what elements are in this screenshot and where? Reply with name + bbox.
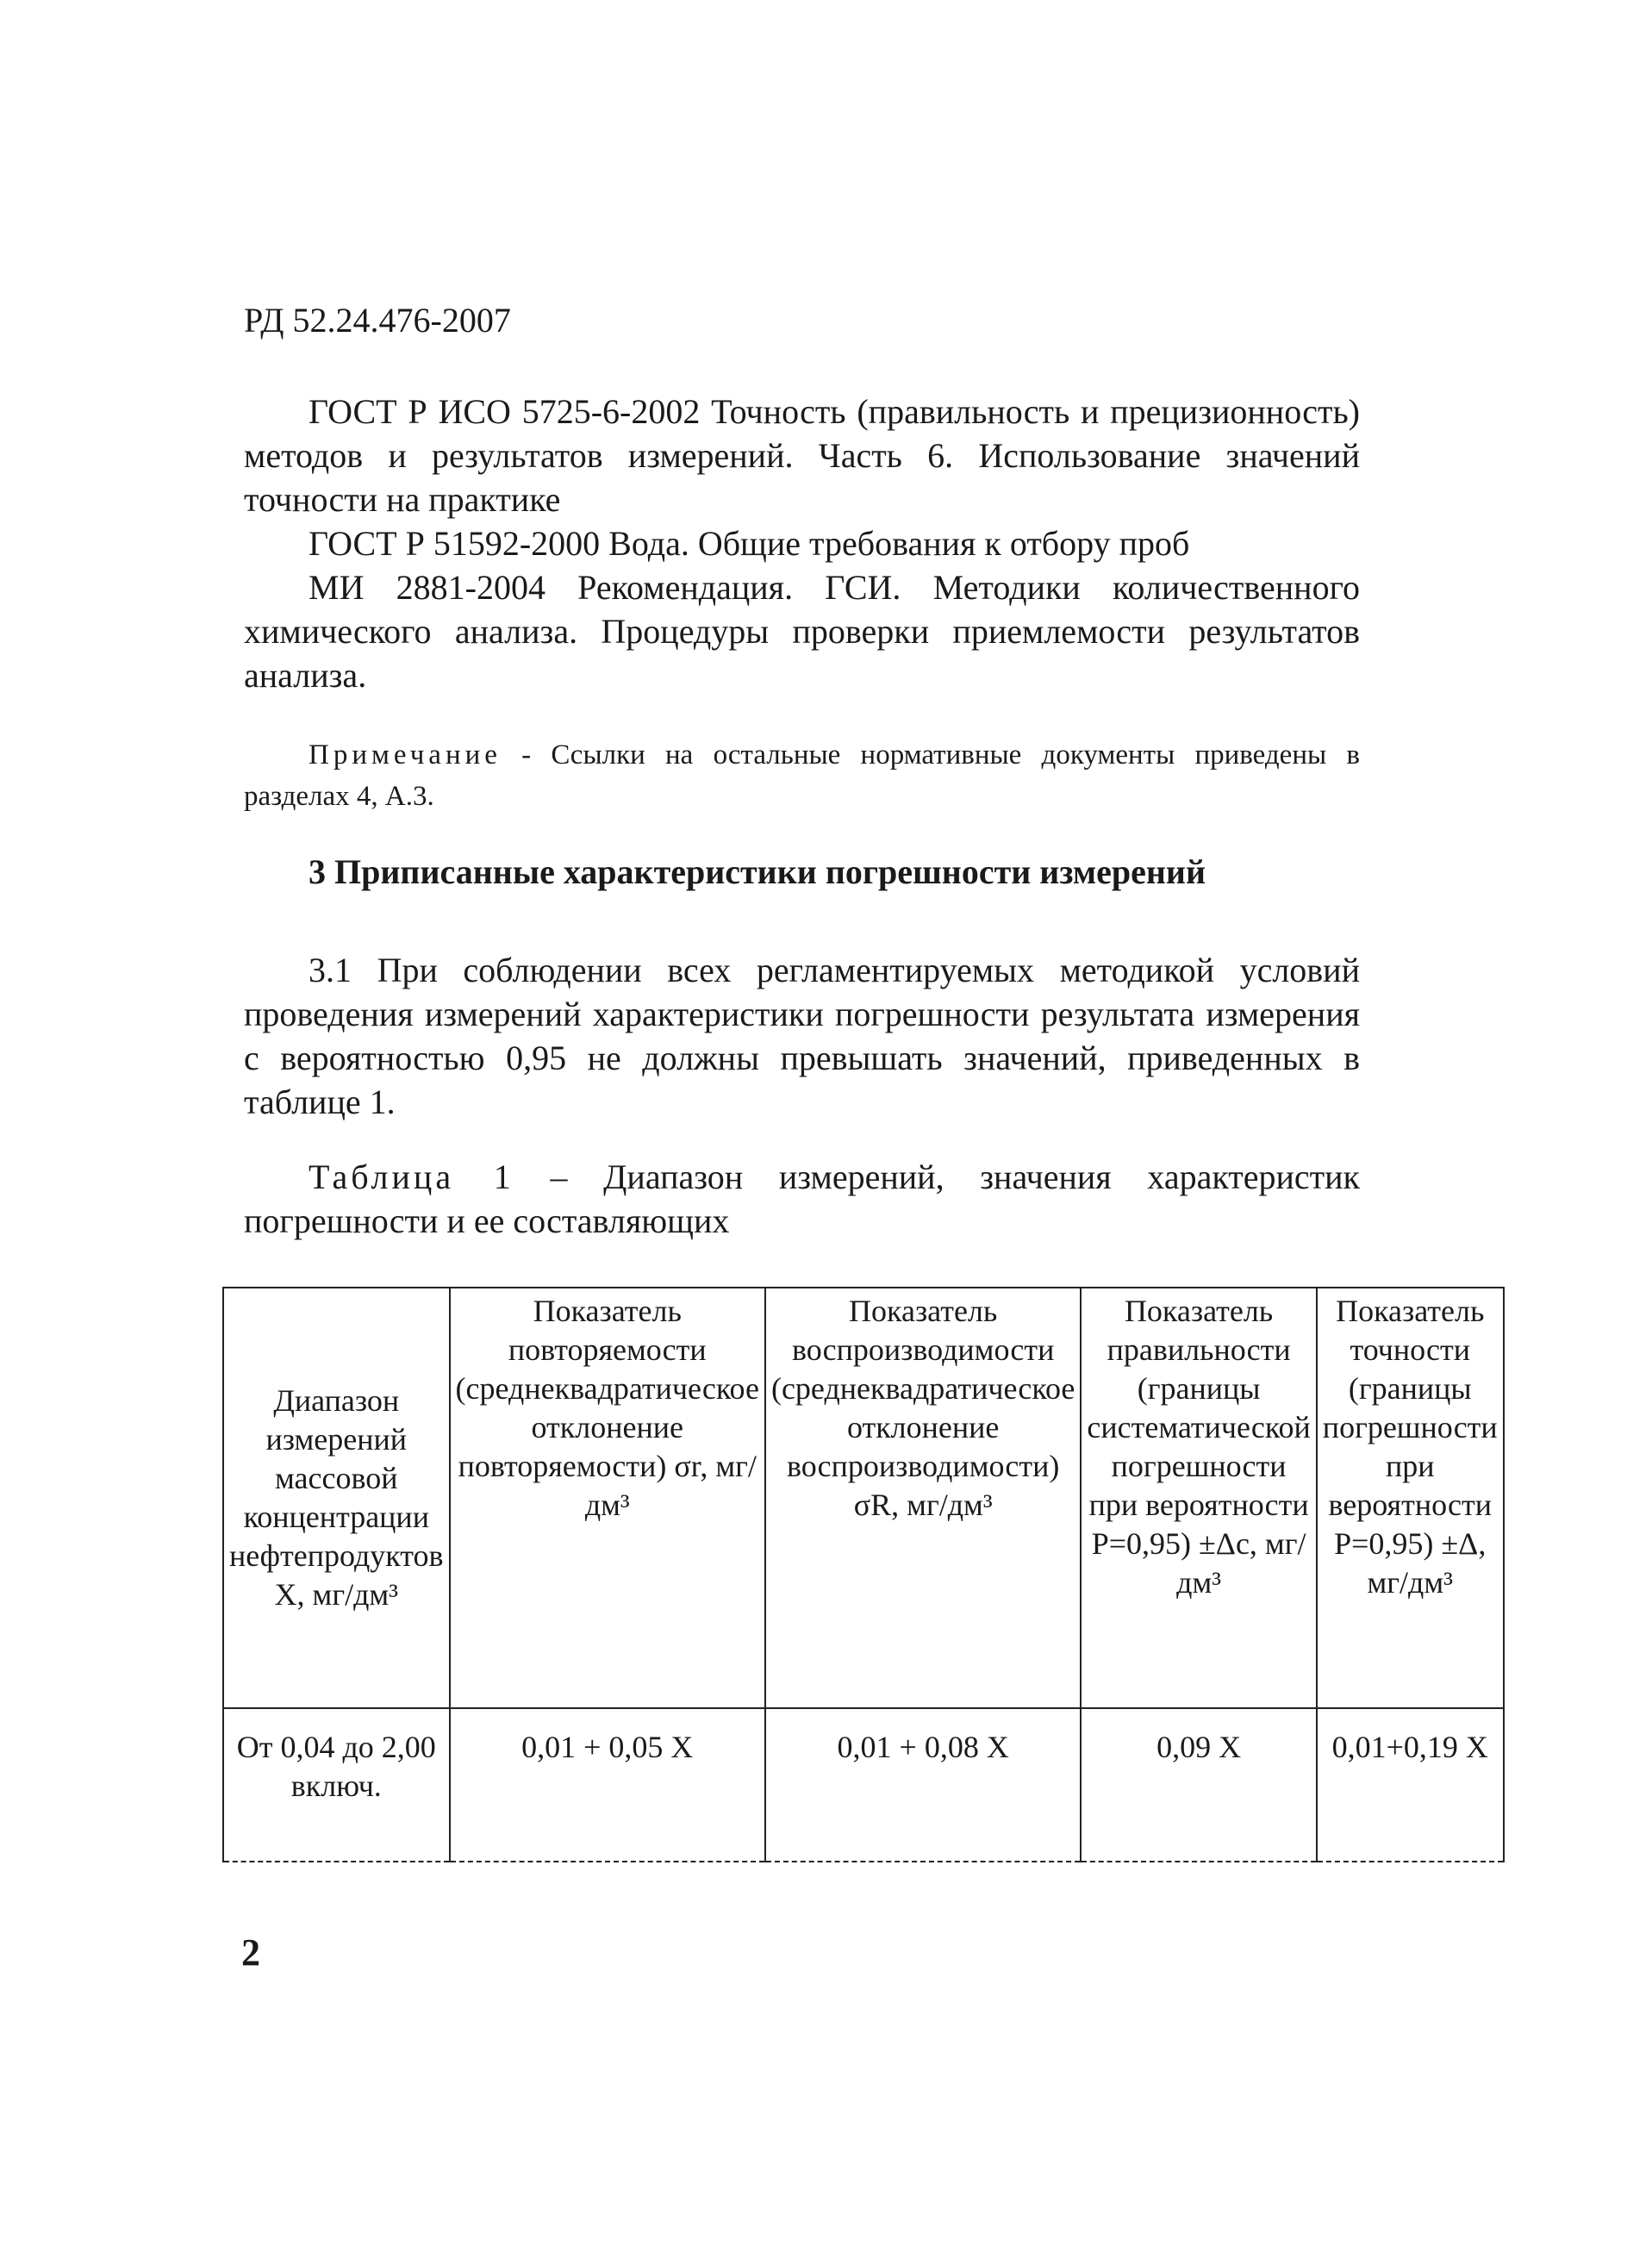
data-table (222, 1287, 1505, 1862)
table-caption (244, 1155, 1360, 1243)
reference-mi-2881: МИ 2881-2004 Рекомендация. ГСИ. Методики количественного химического анализа. Процедуры проверки приемлемости результатов анализа. (244, 568, 1360, 695)
section-paragraph: 3.1 При соблюдении всех регламентируемых методикой условий проведения измерений характеристики погрешности результата измерения с вероятностью 0,95 не должны превышать значений, приведенных в таблице 1. (244, 951, 1360, 1121)
header-cell-repeatability: Показатель повторяемости (среднеквадратическое отклонение повторяемости) σr, мг/дм³ (450, 1288, 765, 1708)
cell-repeatability: 0,01 + 0,05 X (450, 1708, 765, 1862)
header-cell-accuracy: Показатель точности (границы погрешности при вероятности P=0,95) ±Δ, мг/дм³ (1317, 1288, 1504, 1708)
reference-gost-51592: ГОСТ Р 51592-2000 Вода. Общие требования к отбору проб (309, 524, 1190, 563)
header-cell-trueness: Показатель правильности (границы систематической погрешности при вероятности P=0,95) ±Δc, мг/дм³ (1081, 1288, 1316, 1708)
page-number: 2 (241, 1931, 260, 1974)
reference-gost-5725: ГОСТ Р ИСО 5725-6-2002 Точность (правильность и прецизионность) методов и результатов измерений. Часть 6. Использование значений точности на практике (244, 392, 1360, 519)
table-header-row (223, 1288, 1504, 1708)
note-text: - Ссылки на остальные нормативные документы приведены в разделах 4, А.3. (244, 739, 1360, 812)
note-label: Примечание (309, 739, 502, 770)
note (244, 734, 1360, 817)
document-code: РД 52.24.476-2007 (244, 301, 511, 340)
cell-range: От 0,04 до 2,00 включ. (223, 1708, 450, 1862)
cell-trueness: 0,09 X (1081, 1708, 1316, 1862)
table-caption-label: Таблица 1 (309, 1157, 514, 1196)
table-row (223, 1708, 1504, 1862)
header-cell-reproducibility: Показатель воспроизводимости (среднеквадратическое отклонение воспроизводимости) σR, мг/дм³ (765, 1288, 1081, 1708)
cell-accuracy: 0,01+0,19 X (1317, 1708, 1504, 1862)
cell-reproducibility: 0,01 + 0,08 X (765, 1708, 1081, 1862)
header-cell-range: Диапазон измерений массовой концентрации нефтепродуктов X, мг/дм³ (223, 1288, 450, 1708)
section-heading: 3 Приписанные характеристики погрешности измерений (309, 852, 1206, 891)
table-caption-text: – Диапазон измерений, значения характеристик погрешности и ее составляющих (244, 1157, 1360, 1240)
